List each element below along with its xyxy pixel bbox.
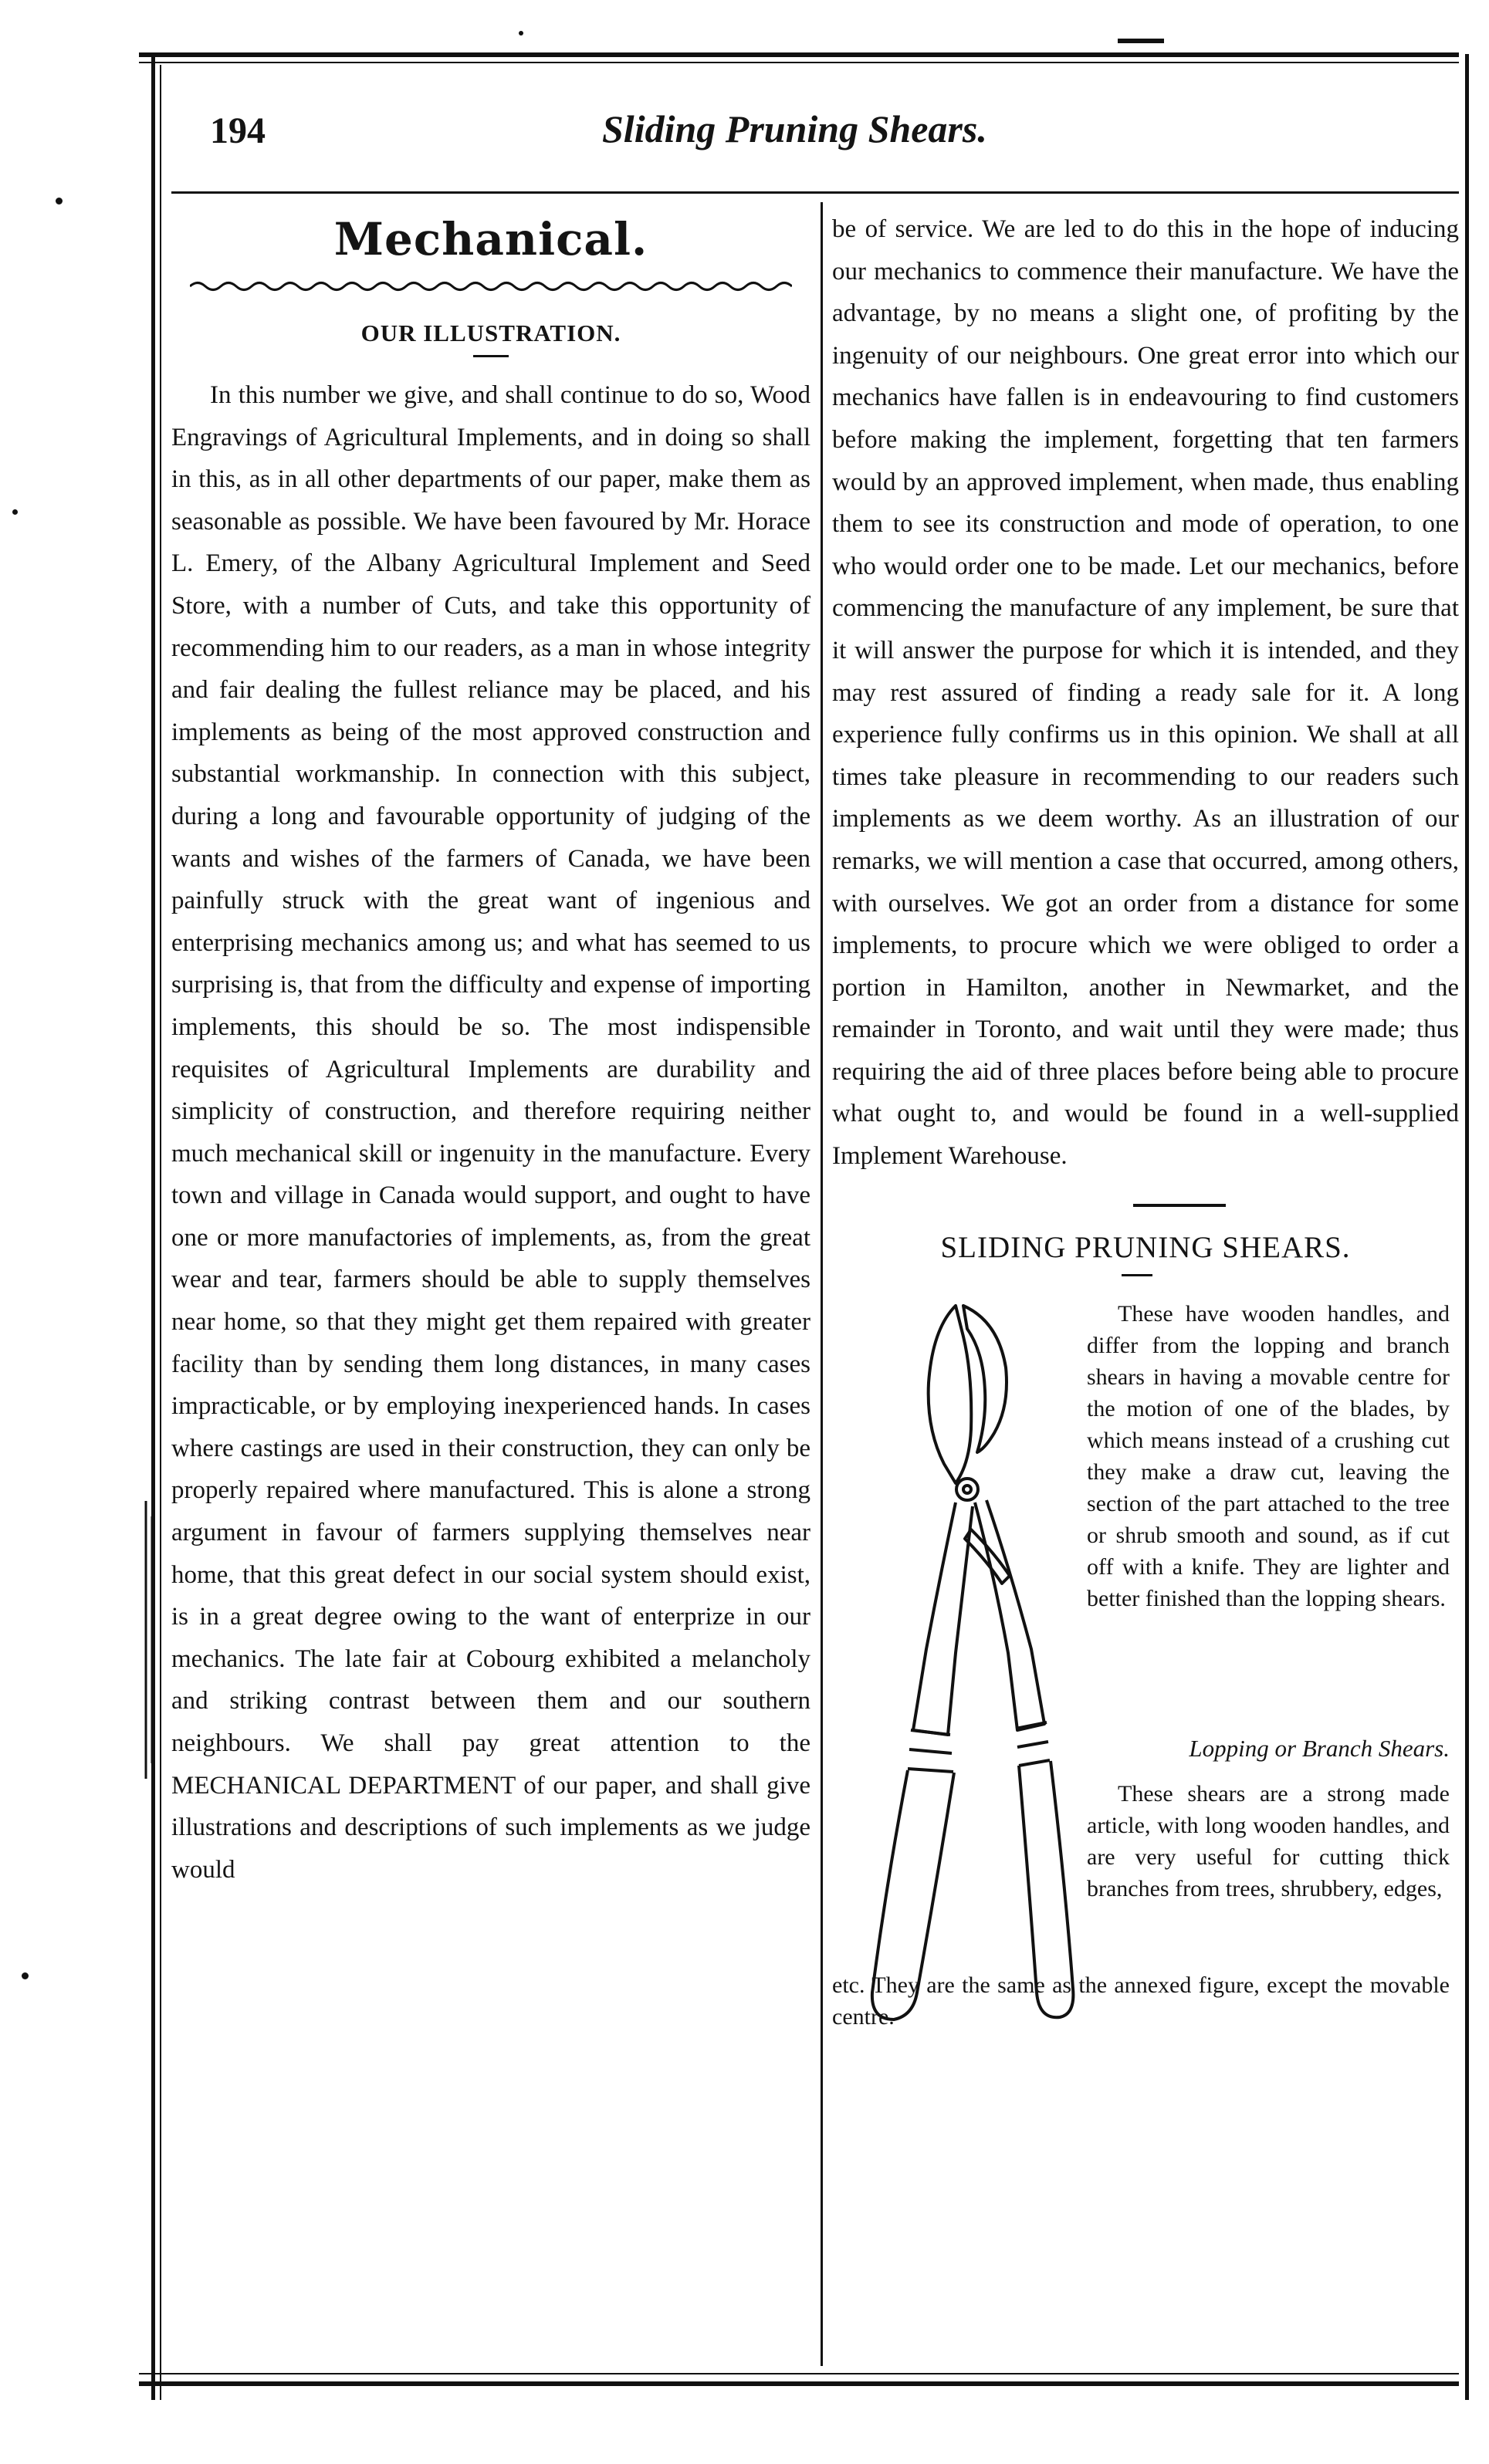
header-rule [171,191,1459,194]
lopping-shears-closing-line: etc. They are the same as the annexed figure, except the movable centre. [832,1972,1450,2030]
running-title: Sliding Pruning Shears. [602,107,987,150]
column-divider [821,202,823,2366]
top-notch [1118,39,1164,43]
margin-speck [56,198,63,204]
margin-bracket-mark [143,1501,157,1779]
bottom-border-thin [139,2373,1459,2374]
short-rule [473,355,509,357]
right-column [832,208,1459,2031]
subheading-our-illustration: OUR ILLUSTRATION. [360,319,621,346]
margin-speck [519,31,523,35]
left-border [151,54,155,2400]
section-rule [1133,1204,1226,1207]
short-rule [1122,1274,1152,1276]
right-border [1465,54,1469,2400]
sliding-pruning-shears-heading: SLIDING PRUNING SHEARS. [940,1230,1351,1264]
bottom-border-thick [139,2381,1459,2386]
top-border-thick [139,52,1459,57]
left-body-paragraph: In this number we give, and shall continue to do so, Wood Engravings of Agricultural Implements, and in doing so shall in this, as in all other departments of our paper, make them as seasonable as possible. We have been favoured by Mr. Horace L. Emery, of the Albany Agricultural Implement and Seed Store, with a number of Cuts, and take this opportunity of recommending him to our readers, as a man in whose integrity and fair dealing the fullest reliance may be placed, and his implements as being of the most approved construction and substantial workmanship. In connection with this subject, during a long and favourable opportunity of judging of the wants and wishes of the farmers of Canada, we have been painfully struck with the great want of ingenious and enterprising mechanics among us; and what has seemed to us surprising is, that from the difficulty and expense of importing implements, this should be so. The most indispensible requisites of Agricultural Implements are durability and simplicity of construction, and therefore requiring neither much mechanical skill or ingenuity in the manufacture. Every town and village in Canada would support, and ought to have one or more manufactories of implements, as, from the great wear and tear, farmers should be able to supply themselves near home, so that they might get them repaired with greater facility than by sending them long distances, in many cases impracticable, or by employing inexperienced hands. In cases where castings are used in their construction, they can only be properly repaired where manufactured. This is alone a strong argument in favour of farmers supplying themselves near home, that this great defect in our social system should exist, is in a great degree owing to the want of enterprize in our mechanics. The late fair at Cobourg exhibited a melancholy and striking contrast between them and our southern neighbours. We shall pay great attention to the MECHANICAL DEPARTMENT of our paper, and shall give illustrations and descriptions of such implements as we judge would [171,381,810,1884]
lopping-shears-heading: Lopping or Branch Shears. [1189,1734,1450,1762]
top-border-thin [139,62,1459,63]
section-title: Mechanical. [333,213,648,265]
margin-speck [12,509,18,515]
left-border-inner [160,65,161,2400]
margin-speck [22,1972,29,1979]
sliding-shears-description: These have wooden handles, and differ from the lopping and branch shears in having a movable centre for the motion of one of the blades, by which means instead of a crushing cut they make a draw cut, leaving the section of the part attached to the tree or shrub smooth and sound, as if cut off with a knife. They are lighter and better finished than the lopping shears. [1087,1300,1450,1611]
figure-area [832,1298,1459,2031]
wavy-divider [190,279,792,293]
left-column [171,208,810,1891]
lopping-shears-description: These shears are a strong made article, with long wooden handles, and are very useful for cutting thick branches from trees, shrubbery, edges, [1087,1780,1450,1901]
right-body-paragraph: be of service. We are led to do this in the hope of inducing our mechanics to commence their manufacture. We have the advantage, by no means a slight one, of profiting by the ingenuity of our neighbours. One great error into which our mechanics have fallen is in endeavouring to find customers before making the implement, forgetting that ten farmers would by an approved implement, when made, thus enabling them to see its construction and mode of operation, to one who would order one to be made. Let our mechanics, before commencing the manufacture of any implement, be sure that it will answer the purpose for which it is intended, and they may rest assured of finding a ready sale for it. A long experience fully confirms us in this opinion. We shall at all times take pleasure in recommending to our readers such implements as we deem worthy. As an illustration of our remarks, we will mention a case that occurred, among others, with ourselves. We got an order from a distance for some implements, to procure which we were obliged to order a portion in Hamilton, another in Newmarket, and the remainder in Toronto, and wait until they were made; thus requiring the aid of three places before being able to procure what ought to, and would be found in a well-supplied Implement Warehouse. [832,215,1459,1171]
pruning-shears-illustration [840,1298,1079,2031]
page-number: 194 [210,110,266,151]
